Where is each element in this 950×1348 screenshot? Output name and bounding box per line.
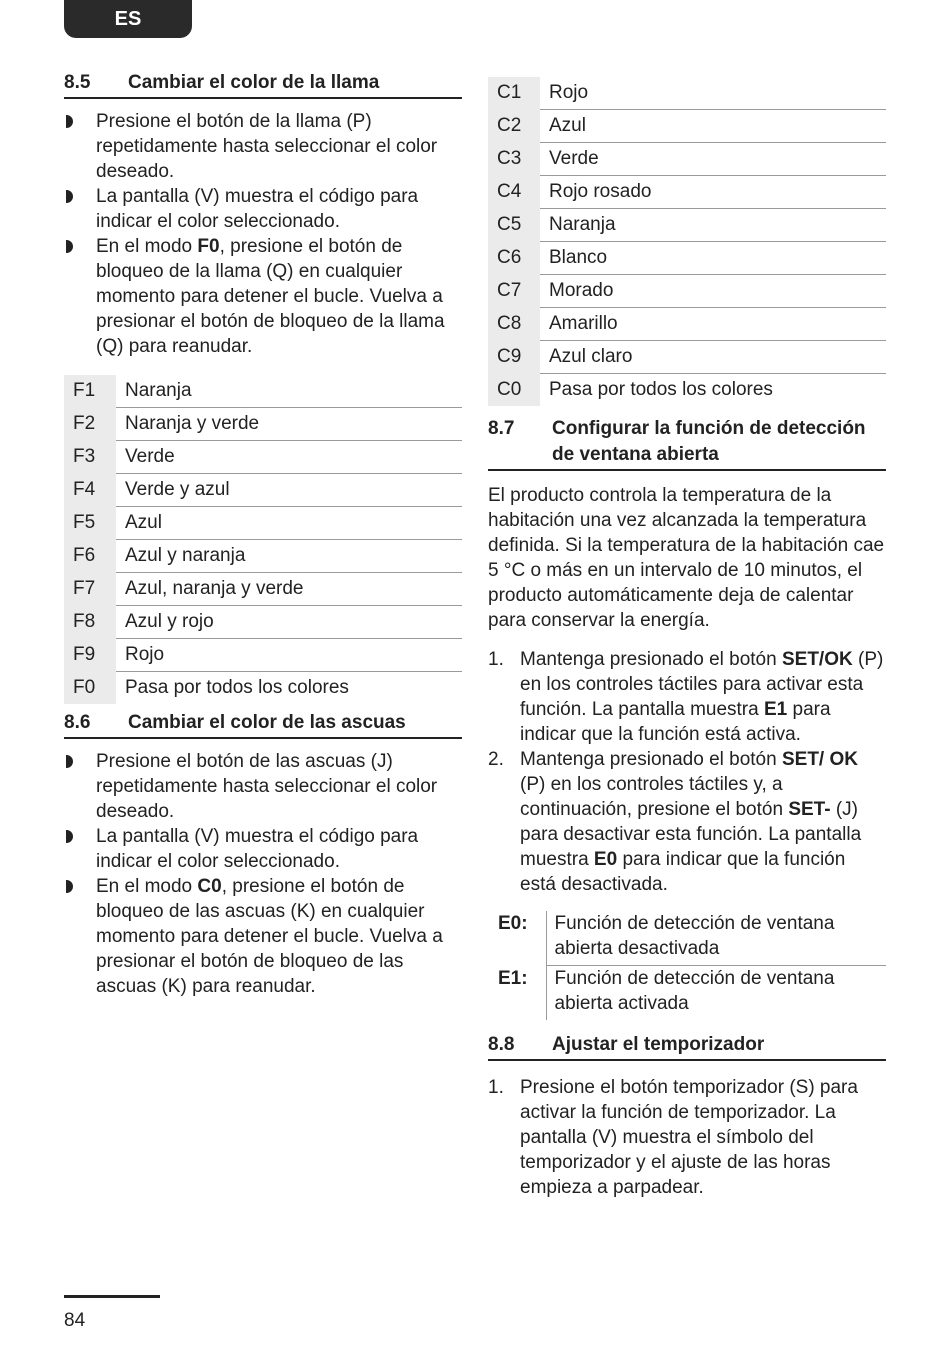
section-heading-8-6 <box>64 710 462 739</box>
table-row <box>64 474 462 507</box>
display-code: E1 <box>764 699 788 720</box>
section-heading-8-7 <box>488 416 886 471</box>
code-cell: F6 <box>64 540 116 573</box>
desc-cell: Azul <box>116 507 462 540</box>
code-cell: C4 <box>488 176 540 209</box>
section-title: Configurar la función de detección de ventana abierta <box>552 418 866 465</box>
table-row <box>488 110 886 143</box>
desc-cell: Morado <box>540 275 886 308</box>
desc-cell: Verde y azul <box>116 474 462 507</box>
table-row <box>64 375 462 408</box>
bullet-item: Presione el botón de las ascuas (J) repetidamente hasta seleccionar el color deseado. <box>64 749 462 824</box>
code-cell: F5 <box>64 507 116 540</box>
table-row <box>488 176 886 209</box>
code-cell: C7 <box>488 275 540 308</box>
state-desc: Función de detección de ventana abierta activada <box>554 968 835 1014</box>
desc-cell: Pasa por todos los colores <box>549 379 773 400</box>
desc-cell: Azul y naranja <box>116 540 462 573</box>
table-row <box>488 966 886 1021</box>
step-number: 1. <box>488 1077 504 1098</box>
flame-code-table <box>64 375 462 704</box>
bullet-item: Presione el botón de la llama (P) repetidamente hasta seleccionar el color deseado. <box>64 109 462 184</box>
button-name: SET/ OK <box>781 749 858 770</box>
section-number: 8.8 <box>488 1034 515 1055</box>
intro-paragraph: El producto controla la temperatura de la habitación una vez alcanzada la temperatura definida. Si la temperatura de la habitación cae 5 °C o más en un intervalo de 10 minutos, el producto automáticamente deja de calentar para conservar la energía. <box>488 485 885 631</box>
page-number: 84 <box>64 1310 86 1331</box>
code-cell: C6 <box>488 242 540 275</box>
desc-cell: Verde <box>540 143 886 176</box>
code-cell: C0 <box>488 374 540 407</box>
desc-cell: Amarillo <box>540 308 886 341</box>
window-detection-steps <box>488 647 886 897</box>
table-row <box>64 540 462 573</box>
button-name: SET/OK <box>781 649 853 670</box>
table-row <box>488 242 886 275</box>
table-row <box>488 77 886 110</box>
code-cell: F7 <box>64 573 116 606</box>
step-item <box>488 1075 886 1200</box>
table-row <box>64 672 462 705</box>
state-code: E1: <box>488 966 546 1021</box>
bullet-text: , presione el botón de bloqueo de las ascuas (K) en cualquier momento para detener el bucle. Vuelva a presionar el botón de bloqueo de las ascuas (K) para reanudar. <box>96 876 443 997</box>
section-title: Cambiar el color de las ascuas <box>128 712 406 733</box>
desc-cell: Pasa por todos los colores <box>125 677 349 698</box>
code-cell: C5 <box>488 209 540 242</box>
bullet-text: , presione el botón de bloqueo de la llama (Q) en cualquier momento para detener el bucle. Vuelva a presionar el botón de bloqueo de la llama (Q) para reanudar. <box>96 236 445 357</box>
ember-code-table <box>488 77 886 406</box>
step-text: para indicar que la función está activa. <box>520 699 831 745</box>
desc-cell: Blanco <box>540 242 886 275</box>
mode-code: F0 <box>197 236 220 257</box>
table-row <box>64 573 462 606</box>
desc-cell: Azul y rojo <box>116 606 462 639</box>
state-code: E0: <box>488 911 546 966</box>
desc-cell: Azul, naranja y verde <box>116 573 462 606</box>
step-text: (P) en los controles táctiles para activar esta función. La pantalla muestra <box>520 649 884 720</box>
code-cell: F2 <box>64 408 116 441</box>
bullet-text: En el modo <box>96 876 198 897</box>
step-item <box>488 747 886 897</box>
code-cell: F3 <box>64 441 116 474</box>
table-row <box>64 639 462 672</box>
state-desc: Función de detección de ventana abierta desactivada <box>546 911 886 966</box>
desc-cell: Rojo rosado <box>540 176 886 209</box>
code-cell: F8 <box>64 606 116 639</box>
bullet-item: La pantalla (V) muestra el código para indicar el color seleccionado. <box>64 824 462 874</box>
section-number: 8.5 <box>64 72 91 93</box>
table-row <box>488 209 886 242</box>
bullet-item <box>64 234 462 359</box>
language-tab: ES <box>64 0 192 38</box>
ember-instructions <box>64 749 462 999</box>
table-row <box>488 275 886 308</box>
left-column <box>64 70 462 999</box>
step-text: para indicar que la función está desactivada. <box>520 849 846 895</box>
right-column <box>488 77 886 1200</box>
table-row <box>488 143 886 176</box>
timer-steps <box>488 1075 886 1200</box>
step-text: Mantenga presionado el botón <box>520 749 782 770</box>
desc-cell: Naranja y verde <box>116 408 462 441</box>
step-text: (J) para desactivar esta función. La pantalla muestra <box>520 799 862 870</box>
code-cell: F9 <box>64 639 116 672</box>
desc-cell: Azul <box>540 110 886 143</box>
step-text: Presione el botón temporizador (S) para activar la función de temporizador. La pantalla (V) muestra el símbolo del temporizador y el ajuste de las horas empieza a parpadear. <box>520 1077 858 1198</box>
table-row <box>488 374 886 407</box>
bullet-item <box>64 874 462 999</box>
step-number: 2. <box>488 749 504 770</box>
table-row <box>64 441 462 474</box>
table-row <box>488 341 886 374</box>
desc-cell: Rojo <box>540 77 886 110</box>
button-name: SET- <box>788 799 831 820</box>
window-state-table <box>488 911 886 1020</box>
code-cell: C9 <box>488 341 540 374</box>
step-text: (P) en los controles táctiles y, a continuación, presione el botón <box>520 774 789 820</box>
code-cell: C2 <box>488 110 540 143</box>
code-cell: C1 <box>488 77 540 110</box>
step-text: Mantenga presionado el botón <box>520 649 782 670</box>
section-heading-8-5 <box>64 70 462 99</box>
bullet-item: La pantalla (V) muestra el código para indicar el color seleccionado. <box>64 184 462 234</box>
desc-cell: Naranja <box>540 209 886 242</box>
footer-rule <box>64 1295 160 1298</box>
code-cell: C8 <box>488 308 540 341</box>
code-cell: F0 <box>64 672 116 705</box>
flame-instructions <box>64 109 462 359</box>
step-number: 1. <box>488 649 504 670</box>
desc-cell: Verde <box>116 441 462 474</box>
display-code: E0 <box>593 849 618 870</box>
code-cell: F4 <box>64 474 116 507</box>
table-row <box>488 308 886 341</box>
table-row <box>488 911 886 966</box>
step-item <box>488 647 886 747</box>
section-title: Cambiar el color de la llama <box>128 72 380 93</box>
section-number: 8.7 <box>488 418 515 439</box>
section-title: Ajustar el temporizador <box>552 1034 765 1055</box>
desc-cell: Azul claro <box>540 341 886 374</box>
table-row <box>64 408 462 441</box>
mode-code: C0 <box>197 876 222 897</box>
code-cell: F1 <box>64 375 116 408</box>
table-row <box>64 507 462 540</box>
table-row <box>64 606 462 639</box>
bullet-text: En el modo <box>96 236 198 257</box>
desc-cell: Naranja <box>116 375 462 408</box>
desc-cell: Rojo <box>116 639 462 672</box>
section-heading-8-8 <box>488 1032 886 1061</box>
section-number: 8.6 <box>64 712 91 733</box>
code-cell: C3 <box>488 143 540 176</box>
